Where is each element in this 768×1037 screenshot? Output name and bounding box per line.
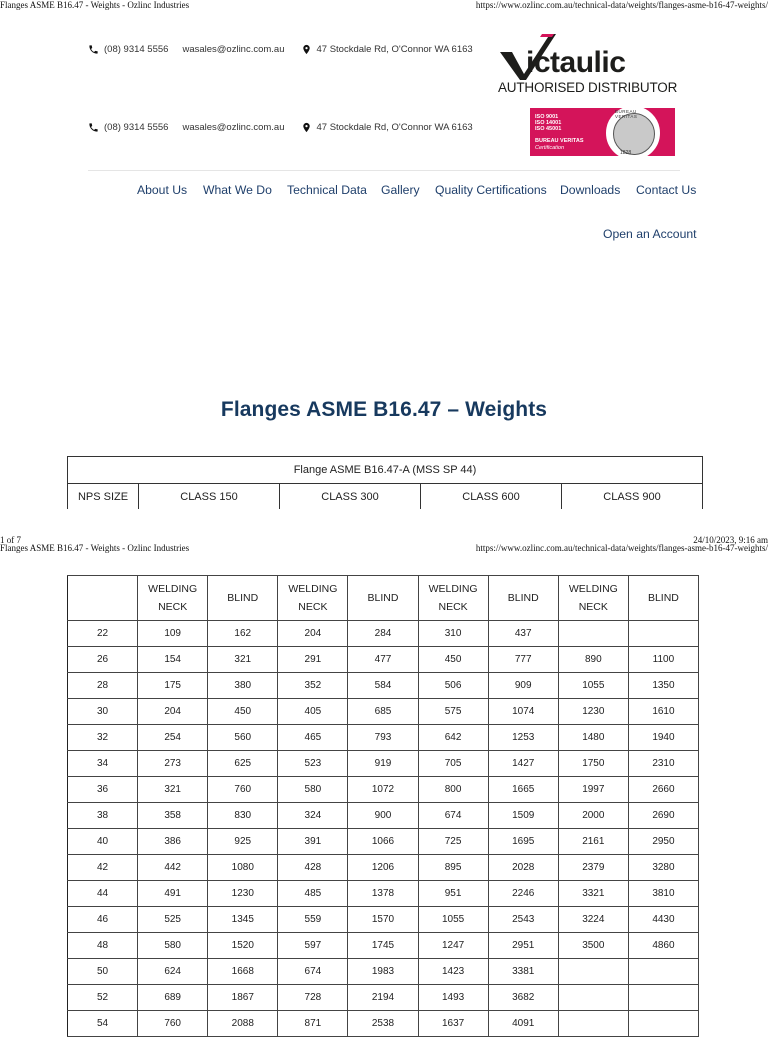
contact-address: 47 Stockdale Rd, O'Connor WA 6163 [316,122,473,133]
contact-email[interactable]: wasales@ozlinc.com.au [182,44,285,55]
table-row [68,933,699,959]
table-row [68,647,699,673]
blind-header: BLIND [348,576,418,621]
weight-cell: 391 [278,829,348,855]
weight-cell: 1637 [418,1011,488,1037]
weight-cell: 560 [208,725,278,751]
weight-cell: 2246 [488,881,558,907]
weight-cell: 254 [138,725,208,751]
table-row [68,621,699,647]
weight-cell: 871 [278,1011,348,1037]
weight-cell: 525 [138,907,208,933]
table-row [68,985,699,1011]
weight-cell: 1247 [418,933,488,959]
welding-neck-header: WELDING NECK [278,576,348,621]
blind-header: BLIND [488,576,558,621]
weight-cell: 291 [278,647,348,673]
weight-cell: 4860 [628,933,698,959]
weight-cell: 3500 [558,933,628,959]
welding-neck-header: WELDING NECK [558,576,628,621]
weight-cell: 685 [348,699,418,725]
weight-cell: 1100 [628,647,698,673]
nav-technical-data[interactable]: Technical Data [287,183,367,197]
map-pin-icon [301,44,312,55]
logo-subtitle: AUTHORISED DISTRIBUTOR [498,80,678,95]
weight-cell: 728 [278,985,348,1011]
nps-size-cell: 28 [68,673,138,699]
print-timestamp: 24/10/2023, 9:16 am [693,535,768,545]
weight-cell: 204 [278,621,348,647]
contact-phone[interactable]: (08) 9314 5556 [104,44,169,55]
weight-cell: 1230 [558,699,628,725]
weight-cell: 450 [208,699,278,725]
nps-size-cell: 46 [68,907,138,933]
weight-cell: 597 [278,933,348,959]
weight-cell: 485 [278,881,348,907]
weight-cell: 1983 [348,959,418,985]
certification-badge [530,108,675,156]
weight-cell: 1055 [418,907,488,933]
weight-cell: 109 [138,621,208,647]
weight-cell: 1350 [628,673,698,699]
weight-cell: 2951 [488,933,558,959]
weight-cell: 4430 [628,907,698,933]
class-header: CLASS 900 [562,484,703,511]
weight-cell: 1997 [558,777,628,803]
weight-cell: 2310 [628,751,698,777]
weight-cell: 1427 [488,751,558,777]
logo-wordmark: ictaulic [526,46,626,79]
weight-cell [628,985,698,1011]
table-row [68,881,699,907]
weight-cell: 2538 [348,1011,418,1037]
weight-cell [558,621,628,647]
contact-email[interactable]: wasales@ozlinc.com.au [182,122,285,133]
contact-address: 47 Stockdale Rd, O'Connor WA 6163 [316,44,473,55]
weight-cell: 1253 [488,725,558,751]
class-header: CLASS 150 [139,484,280,511]
nps-size-cell: 38 [68,803,138,829]
class-header: CLASS 300 [280,484,421,511]
welding-neck-header: WELDING NECK [418,576,488,621]
main-nav [0,183,768,201]
class-header: CLASS 600 [421,484,562,511]
weight-cell: 580 [278,777,348,803]
weight-cell: 477 [348,647,418,673]
weight-cell [558,985,628,1011]
weight-cell: 2161 [558,829,628,855]
nav-contact-us[interactable]: Contact Us [636,183,697,197]
weight-cell: 559 [278,907,348,933]
seal-arc-text: BUREAU VERITAS [615,109,638,119]
weight-cell: 725 [418,829,488,855]
table-row [68,725,699,751]
weight-cell: 2028 [488,855,558,881]
weight-cell: 1378 [348,881,418,907]
cert-line: ISO 45001 [535,126,562,132]
table-row [68,751,699,777]
nav-downloads[interactable]: Downloads [560,183,621,197]
weight-cell: 1520 [208,933,278,959]
weight-cell: 3810 [628,881,698,907]
weight-cell: 1072 [348,777,418,803]
nps-size-cell: 32 [68,725,138,751]
open-account-link[interactable]: Open an Account [603,227,697,241]
weight-cell: 2660 [628,777,698,803]
weight-cell: 584 [348,673,418,699]
table-row [68,907,699,933]
weight-cell: 204 [138,699,208,725]
weight-cell: 405 [278,699,348,725]
weight-cell: 284 [348,621,418,647]
cert-org: BUREAU VERITAS [535,138,584,144]
weight-cell: 465 [278,725,348,751]
table-row [68,959,699,985]
weight-cell: 1493 [418,985,488,1011]
weight-cell: 1695 [488,829,558,855]
table-row [68,803,699,829]
table-row [68,673,699,699]
table-row [68,777,699,803]
weight-cell: 310 [418,621,488,647]
cert-line: ISO 9001 [535,114,559,120]
weight-cell: 580 [138,933,208,959]
weight-cell: 830 [208,803,278,829]
weight-cell: 1610 [628,699,698,725]
weight-cell: 352 [278,673,348,699]
weight-cell: 1055 [558,673,628,699]
page-title: Flanges ASME B16.47 – Weights [220,398,548,421]
table-row [68,855,699,881]
weight-cell: 674 [418,803,488,829]
weight-cell: 491 [138,881,208,907]
weight-cell: 437 [488,621,558,647]
blind-header: BLIND [628,576,698,621]
weight-cell: 575 [418,699,488,725]
table-row [68,699,699,725]
weight-cell: 154 [138,647,208,673]
nps-size-cell: 22 [68,621,138,647]
weight-cell: 1570 [348,907,418,933]
nps-size-cell: 42 [68,855,138,881]
weight-cell: 3381 [488,959,558,985]
nps-size-cell: 48 [68,933,138,959]
contact-bar-secondary [88,122,473,133]
weight-cell: 951 [418,881,488,907]
print-title: Flanges ASME B16.47 - Weights - Ozlinc Industries [0,0,190,10]
weight-cell: 324 [278,803,348,829]
weight-cell: 380 [208,673,278,699]
weight-cell: 1867 [208,985,278,1011]
weight-cell: 642 [418,725,488,751]
weight-cell: 1668 [208,959,278,985]
print-page-number: 1 of 7 [0,535,21,545]
nps-size-cell: 52 [68,985,138,1011]
nps-size-cell: 50 [68,959,138,985]
nps-size-cell: 44 [68,881,138,907]
weight-cell: 442 [138,855,208,881]
nps-size-cell: 36 [68,777,138,803]
nav-what-we-do[interactable]: What We Do [203,183,272,197]
map-pin-icon [301,122,312,133]
weight-cell: 3321 [558,881,628,907]
sub-header-row [68,576,699,621]
weights-table-header [67,456,703,511]
weight-cell: 1345 [208,907,278,933]
contact-phone[interactable]: (08) 9314 5556 [104,122,169,133]
seal-year: 1828 [620,150,632,156]
weight-cell: 2088 [208,1011,278,1037]
weight-cell: 800 [418,777,488,803]
weight-cell: 1750 [558,751,628,777]
weight-cell: 162 [208,621,278,647]
weight-cell: 3682 [488,985,558,1011]
weight-cell [628,621,698,647]
welding-neck-header: WELDING NECK [138,576,208,621]
header-divider [88,170,680,171]
weight-cell: 4091 [488,1011,558,1037]
weight-cell: 450 [418,647,488,673]
weight-cell: 2950 [628,829,698,855]
weight-cell: 175 [138,673,208,699]
weight-cell: 358 [138,803,208,829]
weight-cell [558,959,628,985]
weight-cell: 890 [558,647,628,673]
weight-cell: 1066 [348,829,418,855]
weight-cell: 1940 [628,725,698,751]
weight-cell: 506 [418,673,488,699]
weight-cell: 1423 [418,959,488,985]
weight-cell: 793 [348,725,418,751]
weight-cell: 689 [138,985,208,1011]
weight-cell: 321 [208,647,278,673]
weight-cell: 3280 [628,855,698,881]
weight-cell: 428 [278,855,348,881]
weights-table-body [68,621,699,1037]
contact-bar [88,44,473,55]
weight-cell: 705 [418,751,488,777]
table-caption: Flange ASME B16.47-A (MSS SP 44) [68,457,703,484]
weight-cell: 2194 [348,985,418,1011]
weight-cell: 273 [138,751,208,777]
weight-cell: 1665 [488,777,558,803]
weight-cell: 1480 [558,725,628,751]
blind-header: BLIND [208,576,278,621]
nav-about-us[interactable]: About Us [137,183,188,197]
cert-org-sub: Certification [535,145,565,151]
nav-quality-certifications[interactable]: Quality Certifications [435,183,547,197]
weight-cell: 1080 [208,855,278,881]
weight-cell: 386 [138,829,208,855]
bureau-veritas-seal-icon [606,108,660,156]
nps-size-cell: 30 [68,699,138,725]
weight-cell [628,959,698,985]
weight-cell: 2379 [558,855,628,881]
nps-size-cell: 54 [68,1011,138,1037]
weight-cell: 625 [208,751,278,777]
nps-size-header: NPS SIZE [68,484,139,511]
phone-icon [88,44,99,55]
weight-cell: 1074 [488,699,558,725]
print-title-page2: Flanges ASME B16.47 - Weights - Ozlinc Industries [0,543,190,553]
weight-cell: 909 [488,673,558,699]
weight-cell: 674 [278,959,348,985]
weight-cell: 1509 [488,803,558,829]
print-url: https://www.ozlinc.com.au/technical-data/weights/flanges-asme-b16-47-weights/ [475,0,768,10]
weight-cell: 760 [138,1011,208,1037]
weight-cell: 1230 [208,881,278,907]
nav-gallery[interactable]: Gallery [381,183,420,197]
page-break-mask [60,509,710,529]
table-row [68,829,699,855]
weight-cell: 777 [488,647,558,673]
weight-cell: 925 [208,829,278,855]
weight-cell: 900 [348,803,418,829]
weight-cell: 523 [278,751,348,777]
nps-size-cell: 40 [68,829,138,855]
weight-cell: 3224 [558,907,628,933]
phone-icon [88,122,99,133]
weight-cell: 919 [348,751,418,777]
nps-size-cell: 26 [68,647,138,673]
weight-cell: 760 [208,777,278,803]
weight-cell: 1745 [348,933,418,959]
nps-size-cell: 34 [68,751,138,777]
weight-cell: 624 [138,959,208,985]
print-url-page2: https://www.ozlinc.com.au/technical-data/weights/flanges-asme-b16-47-weights/ [475,543,768,553]
weight-cell: 895 [418,855,488,881]
empty-header-cell [68,576,138,621]
victaulic-logo[interactable] [498,28,678,98]
weight-cell: 2000 [558,803,628,829]
cert-line: ISO 14001 [535,120,562,126]
weights-table [67,575,699,1037]
weight-cell: 1206 [348,855,418,881]
weight-cell: 321 [138,777,208,803]
weight-cell: 2690 [628,803,698,829]
weight-cell: 2543 [488,907,558,933]
